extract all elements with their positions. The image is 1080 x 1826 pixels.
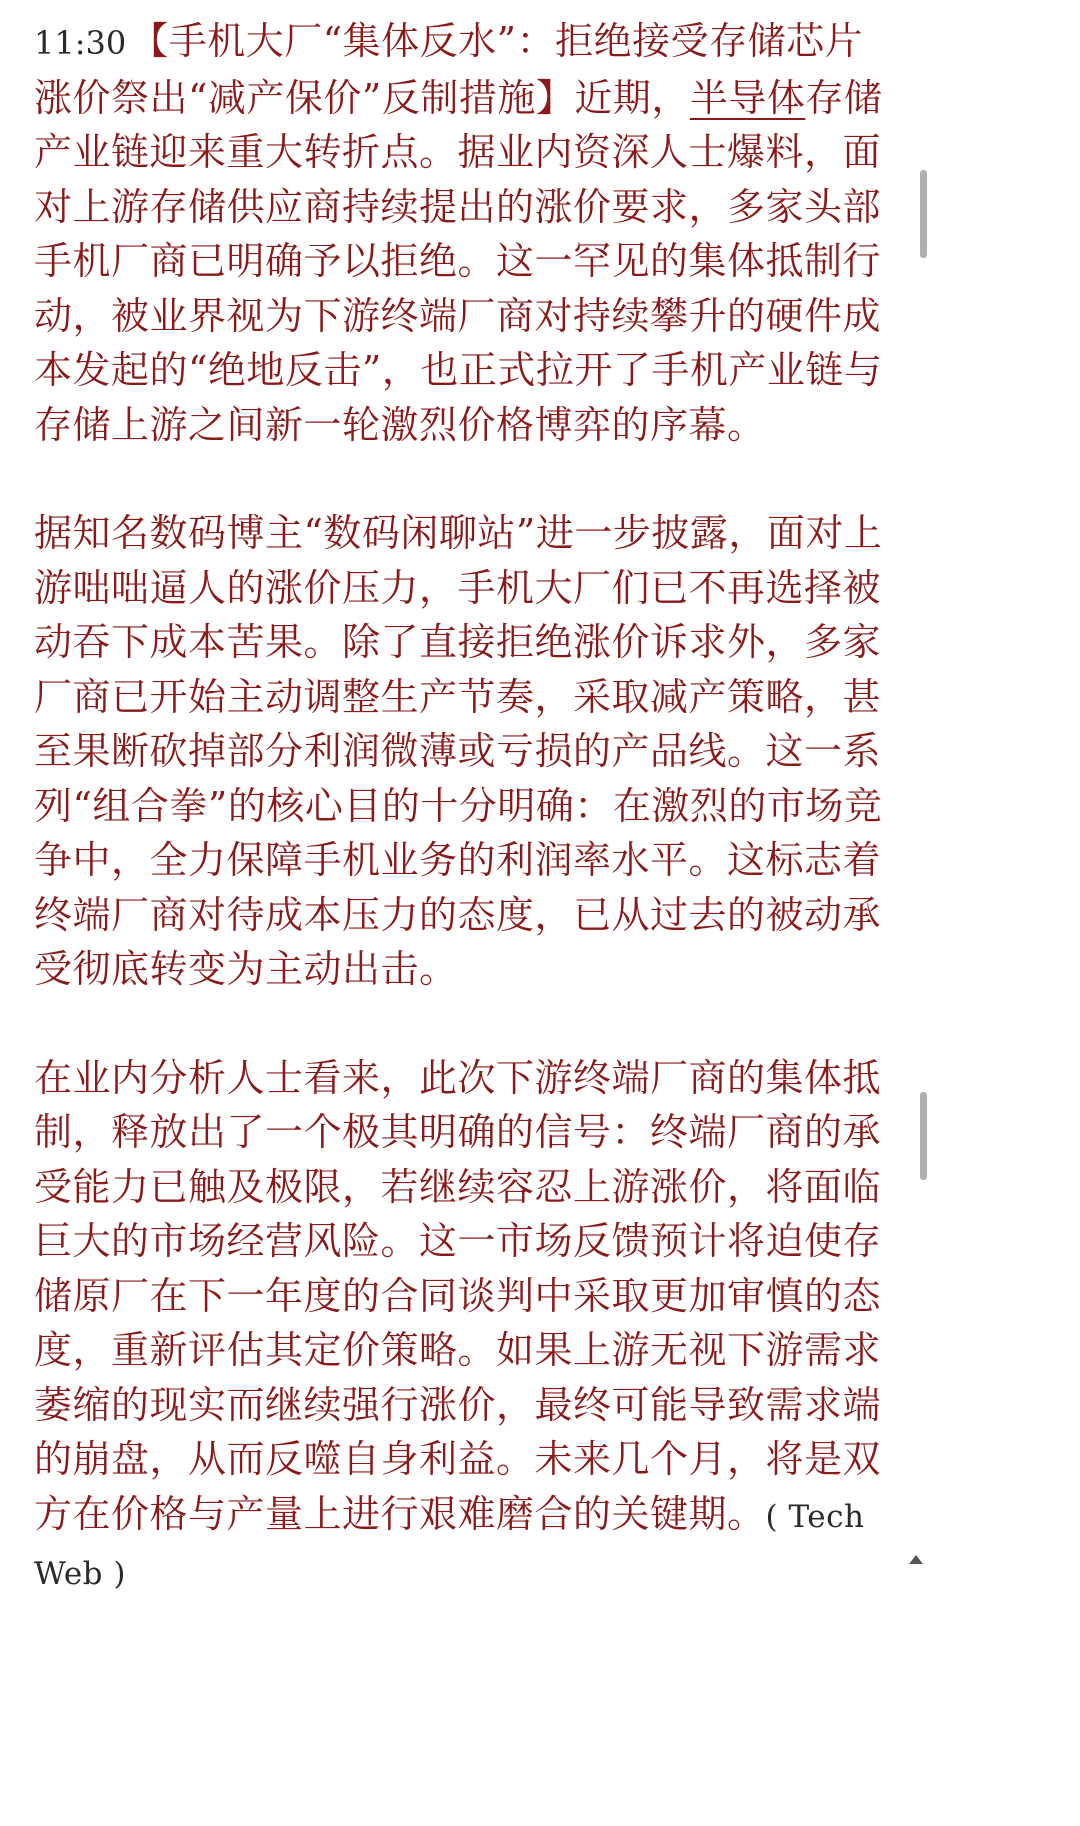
scrollbar-thumb-top[interactable] [920, 170, 927, 258]
paragraph-1-body: 存储产业链迎来重大转折点。据业内资深人士爆料，面对上游存储供应商持续提出的涨价要求，多家头部手机厂商已明确予以拒绝。这一罕见的集体抵制行动，被业界视为下游终端厂商对持续攀升的硬件成本发起的“绝地反击”，也正式拉开了手机产业链与存储上游之间新一轮激烈价格博弈的序幕。 [34, 75, 883, 447]
paragraph-3-body: 在业内分析人士看来，此次下游终端厂商的集体抵制，释放出了一个极其明确的信号：终端厂商的承受能力已触及极限，若继续容忍上游涨价，将面临巨大的市场经营风险。这一市场反馈预计将迫使存储原厂在下一年度的合同谈判中采取更加审慎的态度，重新评估其定价策略。如果上游无视下游需求萎缩的现实而继续强行涨价，最终可能导致需求端的崩盘，从而反噬自身利益。未来几个月，将是双方在价格与产量上进行艰难磨合的关键期。 [34, 1055, 882, 1536]
scrollbar-thumb-middle[interactable] [920, 1092, 927, 1180]
paragraph-2: 据知名数码博主“数码闲聊站”进一步披露，面对上游咄咄逼人的涨价压力，手机大厂们已不再选择被动吞下成本苦果。除了直接拒绝涨价诉求外，多家厂商已开始主动调整生产节奏，采取减产策略，甚至果断砍掉部分利润微薄或亏损的产品线。这一系列“组合拳”的核心目的十分明确：在激烈的市场竞争中，全力保障手机业务的利润率水平。这标志着终端厂商对待成本压力的态度，已从过去的被动承受彻底转变为主动出击。 [34, 511, 883, 991]
article-body [34, 14, 892, 1656]
paragraph-3 [34, 1051, 892, 1602]
paragraph-1-lead: 【手机大厂“集体反水”：拒绝接受存储芯片涨价祭出“减产保价”反制措施】近期， [34, 19, 864, 120]
scroll-up-arrow-icon[interactable] [909, 1555, 923, 1568]
paragraph-1 [34, 14, 892, 452]
source-attribution: ( TechWeb ) [34, 1498, 865, 1592]
keyword-link-semiconductor[interactable]: 半导体 [689, 75, 806, 120]
post-timestamp: 11:30 [34, 24, 127, 62]
